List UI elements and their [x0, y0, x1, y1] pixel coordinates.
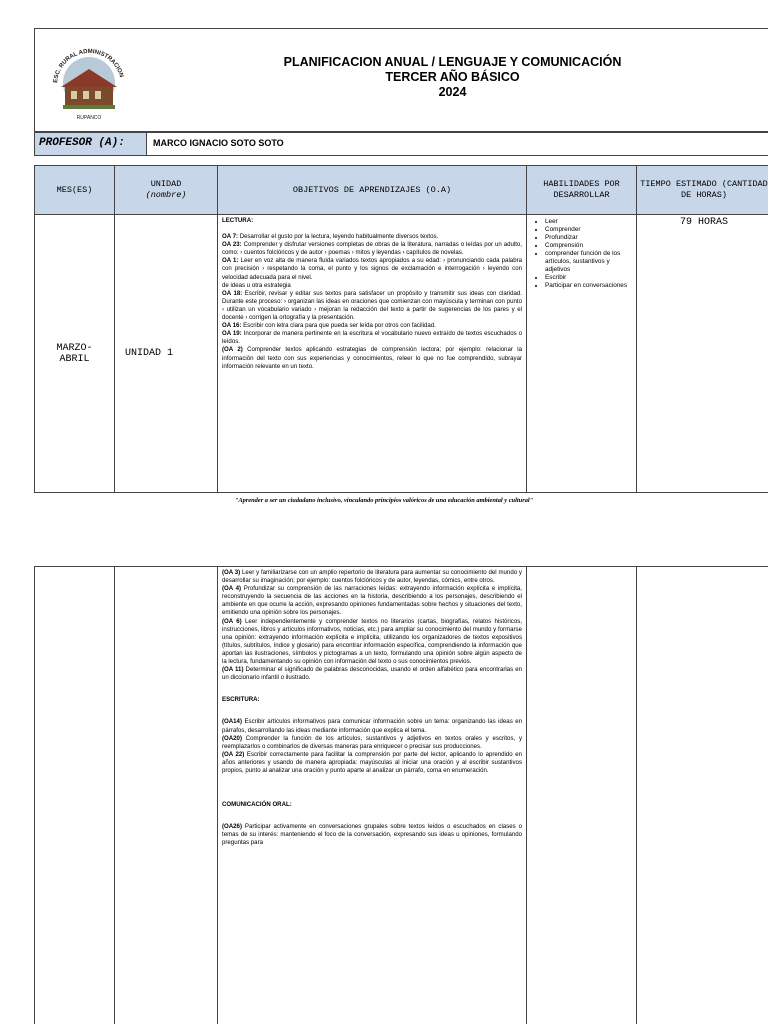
col-mes: MES(ES) [35, 166, 115, 215]
oa-list-lectura [222, 569, 522, 682]
oa-list-oral [222, 823, 522, 847]
oa-text: Comprender la función de los artículos, sustantivos y adjetivos en textos orales y escritos, y reemplazarlos o combinarlos de diversas maneras para enriquecer o precisar sus producciones. [222, 734, 522, 750]
table-row [35, 567, 768, 1024]
habilidad-item: • Comprensión [545, 242, 632, 250]
oa-code: (OA 2) [222, 346, 243, 354]
oa-code: OA 18: [222, 289, 243, 297]
cell-objetivos-cont [218, 567, 527, 1024]
oa-item [222, 322, 522, 330]
oa-code: OA 1: [222, 257, 239, 265]
planning-table [34, 165, 768, 493]
oa-text: Profundizar su comprensión de las narraciones leídas: extrayendo información explícita e implícita, reconstruyendo la secuencia de las acciones en la historia, describiendo a los personajes, describiendo el ambiente en que ocurre la acción, expresando opiniones fundamentadas sobre hechos y situaciones del texto, emitiendo una opinión sobre los personajes. [222, 585, 522, 617]
col-habilidades: HABILIDADES POR DESARROLLAR [527, 166, 637, 215]
col-unidad-label: UNIDAD [150, 179, 182, 189]
oa-code: (OA 4) [222, 585, 242, 593]
cell-unidad-empty [115, 567, 218, 1024]
habilidad-item: • Escribir [545, 274, 632, 282]
oa-text: Escribir con letra clara para que pueda ser leída por otros con facilidad. [241, 322, 436, 330]
oa-item [222, 735, 522, 751]
oa-item [222, 257, 522, 281]
cell-mes: MARZO-ABRIL [35, 215, 115, 493]
cell-tiempo-empty [637, 567, 768, 1024]
oa-code: OA 16: [222, 322, 242, 330]
col-unidad [115, 166, 218, 215]
document-page-2 [0, 540, 768, 1024]
oa-text: Determinar el significado de palabras desconocidas, usando el orden alfabético para encontrarlas en un diccionario infantil o ilustrado. [222, 666, 522, 682]
oa-code: (OA20) [222, 734, 242, 742]
cell-unidad: UNIDAD 1 [115, 215, 218, 493]
oa-text: Comprender y disfrutar versiones completas de obras de la literatura, narradas o leídas por un adulto, como: › cuentos folclóricos y de autor › poemas › mitos y leyendas › capítulos de novelas. [222, 241, 522, 257]
oa-item [222, 233, 522, 241]
cell-habilidades-empty [527, 567, 637, 1024]
oa-item [222, 290, 522, 322]
habilidad-item: • Profundizar [545, 234, 632, 242]
planning-table-continued [34, 566, 768, 1024]
cell-mes-empty [35, 567, 115, 1024]
oa-list [222, 233, 522, 371]
habilidad-item: • Leer [545, 218, 632, 226]
oa-item [222, 569, 522, 585]
section-comunicacion-oral: COMUNICACIÓN ORAL: [222, 801, 292, 809]
col-unidad-sub: (nombre) [145, 190, 187, 200]
cell-habilidades [527, 215, 637, 493]
oa-item [222, 585, 522, 617]
oa-text: Leer en voz alta de manera fluida variados textos apropiados a su edad: › pronunciando cada palabra con precisión › respetando la coma, el punto y los signos de exclamación e interrogación › leyendo con velocidad adecuada para el nivel. [222, 257, 522, 281]
oa-item [222, 330, 522, 346]
oa-code: OA 7: [222, 233, 239, 241]
habilidad-item: • Participar en conversaciones [545, 282, 632, 290]
school-logo [47, 39, 131, 123]
table-header-row [35, 166, 768, 215]
profesor-name: MARCO IGNACIO SOTO SOTO [153, 138, 284, 148]
oa-item [222, 823, 522, 847]
oa-code: (OA26) [222, 823, 242, 831]
habilidad-item: • comprender función de los artículos, sustantivos y adjetivos [545, 250, 632, 274]
cell-tiempo: 79 HORAS [637, 215, 768, 493]
profesor-row [34, 132, 768, 156]
oa-item [222, 618, 522, 667]
oa-text: Escribir artículos informativos para comunicar información sobre un tema: organizando las ideas en párrafos, desarrollando las ideas mediante información que explica el tema. [222, 718, 522, 734]
table-row [35, 215, 768, 493]
oa-text: Comprender textos aplicando estrategias de comprensión lectora; por ejemplo: relacionar la información del texto con sus experiencias y conocimientos, releer lo que no fue comprendido, subrayar información relevante en un texto. [222, 346, 522, 370]
document-title [145, 55, 760, 100]
oa-list-escritura [222, 718, 522, 775]
oa-item [222, 282, 522, 290]
oa-text: Leer y familiarizarse con un amplio repertorio de literatura para aumentar su conocimiento del mundo y desarrollar su imaginación; por ejemplo: cuentos folclóricos y de autor, leyendas, cómics, entre otros. [222, 569, 522, 585]
oa-item [222, 751, 522, 775]
logo-place-text: RUPANCO [76, 115, 102, 121]
oa-text: Leer independientemente y comprender textos no literarios (cartas, biografías, relatos históricos, instrucciones, libros y artículos informativos, noticias, etc.) para ampliar su conocimiento del mundo y formarse una opinión: extrayendo información explícita e implícita, utilizando los organizadores de textos expositivos (títulos, subtítulos, índice y glosario) para encontrar información específica, comprendiendo la información que aportan las ilustraciones, símbolos y pictogramas a un texto, formulando una opinión sobre algún aspecto de la lectura, fundamentando su opinión con información del texto o sus conocimientos previos. [222, 617, 522, 666]
habilidades-list [531, 218, 632, 290]
oa-item [222, 346, 522, 370]
section-escritura: ESCRITURA: [222, 696, 260, 704]
oa-text: Escribir, revisar y editar sus textos para satisfacer un propósito y transmitir sus ideas con claridad. Durante este proceso: › organizan las ideas en oraciones que comienzan con mayúscula y terminan con punto › utilizan un vocabulario variado › mejoran la redacción del texto a partir de sugerencias de los pares y el docente › corrigen la ortografía y la presentación. [222, 289, 522, 322]
oa-code: (OA 22) [222, 750, 245, 758]
col-objetivos: OBJETIVOS DE APRENDIZAJES (O.A) [218, 166, 527, 215]
header-box [34, 28, 768, 132]
oa-code: OA 19: [222, 330, 242, 338]
oa-text: Incorporar de manera pertinente en la escritura el vocabulario nuevo extraído de textos escuchados o leídos. [222, 330, 522, 346]
oa-code: (OA 11) [222, 666, 244, 674]
oa-text: Participar activamente en conversaciones grupales sobre textos leídos o escuchados en clases o temas de su interés: manteniendo el foco de la conversación, expresando sus ideas u opiniones, formulando preguntas para [222, 823, 522, 847]
oa-code: (OA 6) [222, 617, 242, 625]
motto-text: "Aprender a ser un ciudadano inclusivo, vinculando principios valóricos de una educación ambiental y cultural" [234, 497, 534, 504]
title-line-3: 2024 [438, 85, 467, 99]
oa-text: de ideas u otra estrategia [222, 281, 291, 289]
oa-code: (OA14) [222, 718, 242, 726]
oa-code: (OA 3) [222, 569, 241, 576]
oa-item [222, 718, 522, 734]
oa-section-lectura: LECTURA: [222, 217, 254, 224]
oa-item [222, 666, 522, 682]
cell-objetivos [218, 215, 527, 493]
oa-code: OA 23: [222, 241, 242, 249]
title-line-2: TERCER AÑO BÁSICO [385, 70, 520, 84]
oa-item [222, 241, 522, 257]
title-line-1: PLANIFICACION ANUAL / LENGUAJE Y COMUNICACIÓN [283, 55, 622, 69]
oa-text: Escribir correctamente para facilitar la comprensión por parte del lector, aplicando lo aprendido en años anteriores y usando de manera apropiada: mayúsculas al iniciar una oración y al escribir sustantivos propios, punto al analizar una oración y punto aparte al analizar un párrafo, coma en enumeración. [222, 750, 522, 774]
profesor-label: PROFESOR (A): [35, 133, 147, 155]
habilidad-item: • Comprender [545, 226, 632, 234]
col-tiempo: TIEMPO ESTIMADO (CANTIDAD DE HORAS) [637, 166, 768, 215]
oa-text: Desarrollar el gusto por la lectura, leyendo habitualmente diversos textos. [238, 233, 439, 241]
logo-arc-text: ESC. RURAL ADMINISTRACION [53, 48, 125, 84]
